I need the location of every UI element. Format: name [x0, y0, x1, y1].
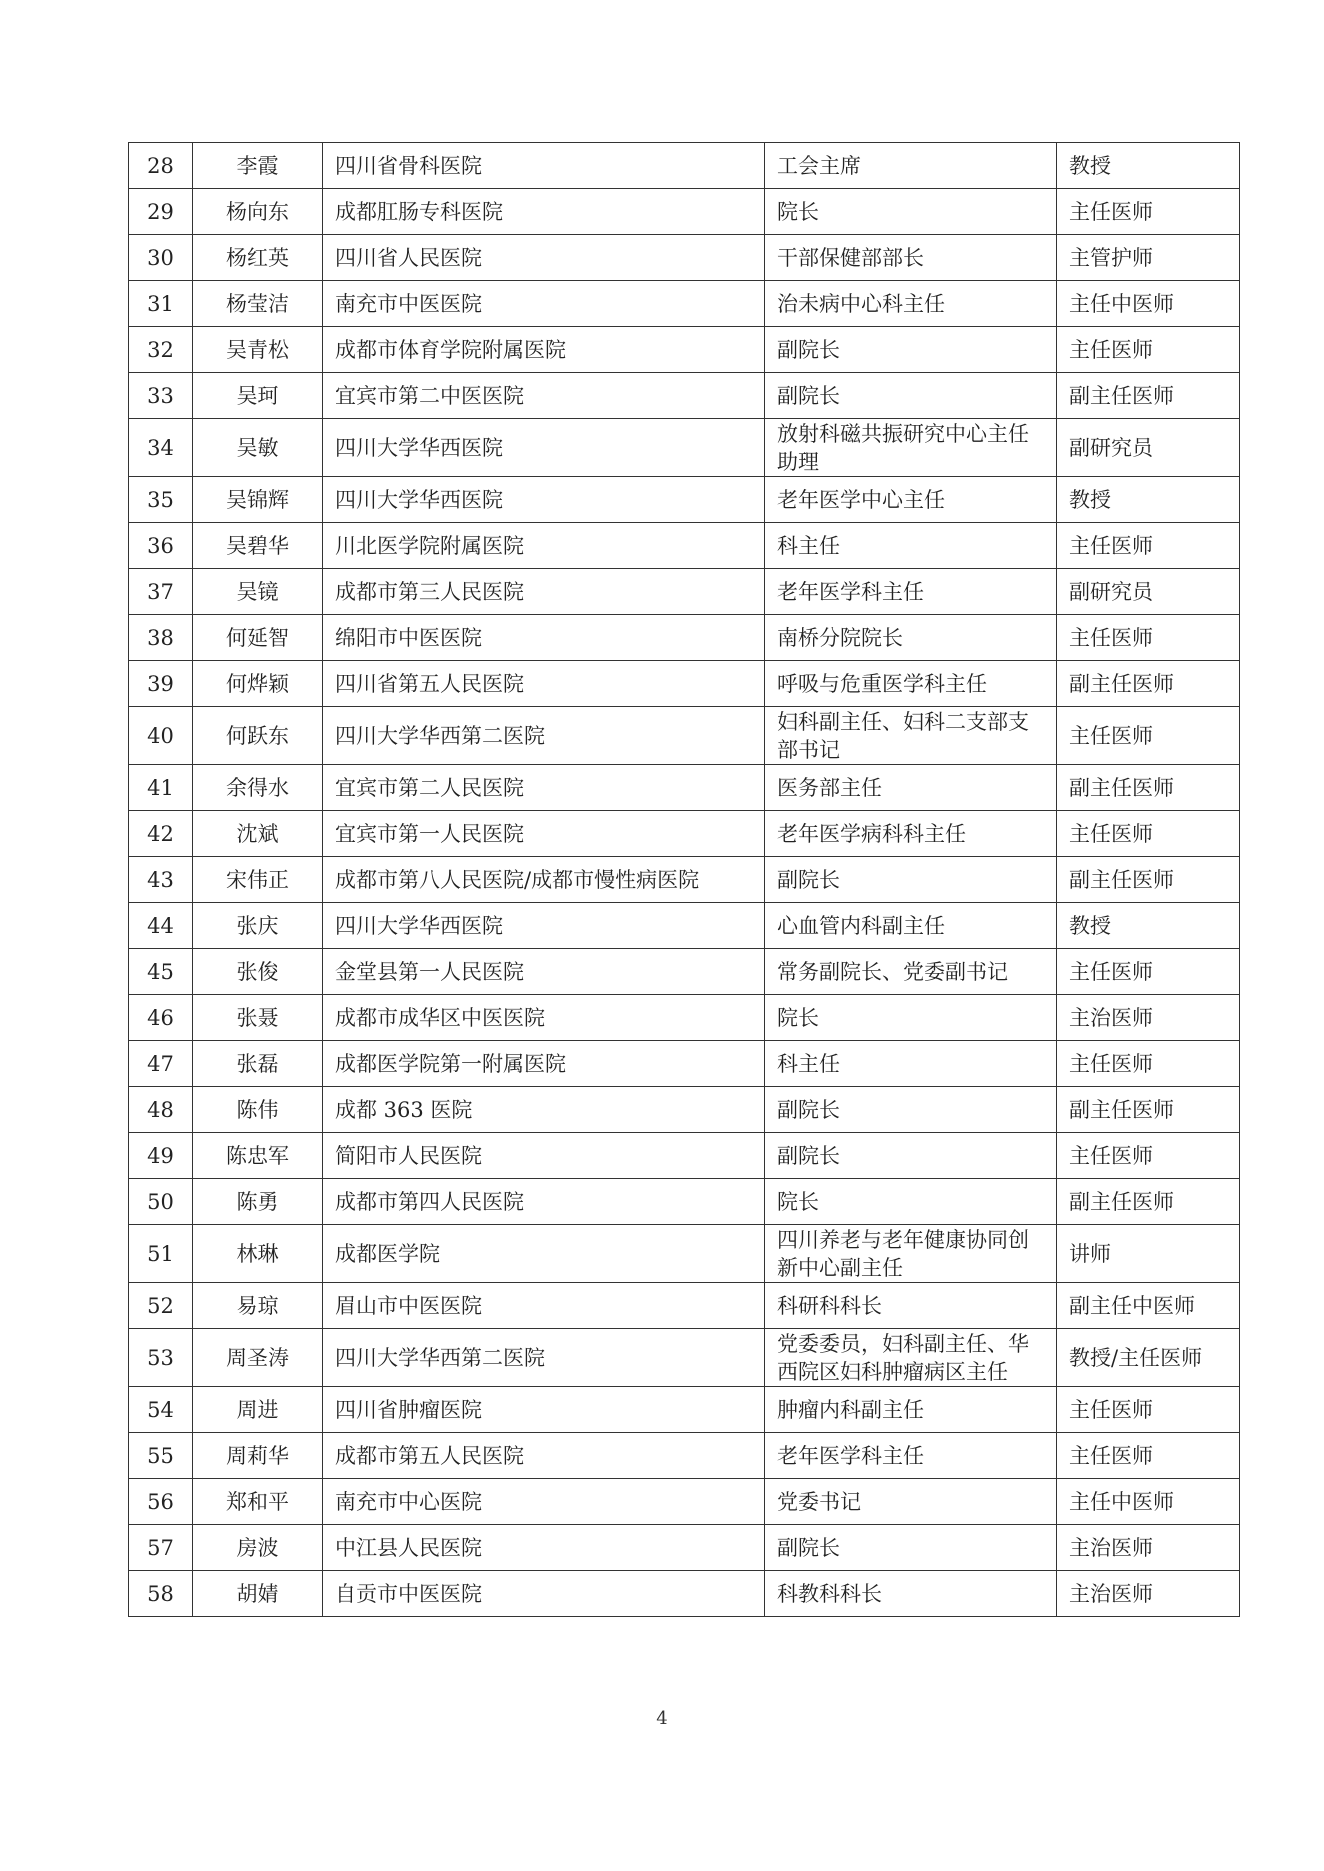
cell-number: 55 — [129, 1433, 193, 1479]
cell-number: 54 — [129, 1387, 193, 1433]
cell-position: 老年医学科主任 — [765, 1433, 1057, 1479]
cell-title: 副主任医师 — [1057, 373, 1240, 419]
cell-number: 28 — [129, 143, 193, 189]
cell-title: 教授 — [1057, 903, 1240, 949]
cell-organization: 成都 363 医院 — [323, 1087, 765, 1133]
cell-title: 副研究员 — [1057, 419, 1240, 477]
cell-name: 宋伟正 — [193, 857, 323, 903]
cell-number: 57 — [129, 1525, 193, 1571]
cell-number: 53 — [129, 1329, 193, 1387]
table-row — [129, 1525, 1240, 1571]
page-number: 4 — [656, 1708, 668, 1729]
table-row — [129, 1571, 1240, 1617]
cell-position: 常务副院长、党委副书记 — [765, 949, 1057, 995]
table-row — [129, 327, 1240, 373]
cell-organization: 中江县人民医院 — [323, 1525, 765, 1571]
cell-name: 林琳 — [193, 1225, 323, 1283]
table-row — [129, 189, 1240, 235]
cell-position: 治未病中心科主任 — [765, 281, 1057, 327]
table-row — [129, 1041, 1240, 1087]
cell-number: 56 — [129, 1479, 193, 1525]
cell-position: 南桥分院院长 — [765, 615, 1057, 661]
cell-name: 余得水 — [193, 765, 323, 811]
cell-name: 易琼 — [193, 1283, 323, 1329]
cell-organization: 四川大学华西第二医院 — [323, 707, 765, 765]
cell-position: 院长 — [765, 995, 1057, 1041]
table-row — [129, 1479, 1240, 1525]
cell-organization: 绵阳市中医医院 — [323, 615, 765, 661]
cell-title: 主治医师 — [1057, 1571, 1240, 1617]
cell-name: 杨红英 — [193, 235, 323, 281]
cell-number: 43 — [129, 857, 193, 903]
cell-position: 副院长 — [765, 1133, 1057, 1179]
cell-title: 主任医师 — [1057, 1387, 1240, 1433]
cell-organization: 成都肛肠专科医院 — [323, 189, 765, 235]
cell-number: 48 — [129, 1087, 193, 1133]
cell-name: 周进 — [193, 1387, 323, 1433]
cell-name: 吴碧华 — [193, 523, 323, 569]
cell-number: 49 — [129, 1133, 193, 1179]
cell-organization: 成都市第五人民医院 — [323, 1433, 765, 1479]
cell-title: 教授/主任医师 — [1057, 1329, 1240, 1387]
table-row — [129, 523, 1240, 569]
cell-organization: 四川大学华西医院 — [323, 903, 765, 949]
cell-name: 陈伟 — [193, 1087, 323, 1133]
cell-name: 房波 — [193, 1525, 323, 1571]
cell-organization: 宜宾市第二人民医院 — [323, 765, 765, 811]
cell-name: 杨莹洁 — [193, 281, 323, 327]
cell-title: 副研究员 — [1057, 569, 1240, 615]
cell-number: 31 — [129, 281, 193, 327]
cell-number: 45 — [129, 949, 193, 995]
cell-position: 呼吸与危重医学科主任 — [765, 661, 1057, 707]
cell-title: 主任医师 — [1057, 1041, 1240, 1087]
cell-name: 沈斌 — [193, 811, 323, 857]
cell-name: 张庆 — [193, 903, 323, 949]
table-row — [129, 1283, 1240, 1329]
cell-title: 主管护师 — [1057, 235, 1240, 281]
member-table-body — [129, 143, 1240, 1617]
table-row — [129, 143, 1240, 189]
cell-title: 主治医师 — [1057, 995, 1240, 1041]
cell-position: 心血管内科副主任 — [765, 903, 1057, 949]
cell-number: 50 — [129, 1179, 193, 1225]
cell-name: 吴珂 — [193, 373, 323, 419]
cell-position: 放射科磁共振研究中心主任助理 — [765, 419, 1057, 477]
cell-number: 47 — [129, 1041, 193, 1087]
cell-position: 科主任 — [765, 1041, 1057, 1087]
member-table — [128, 142, 1240, 1617]
cell-title: 主任医师 — [1057, 1133, 1240, 1179]
cell-name: 陈勇 — [193, 1179, 323, 1225]
cell-position: 科主任 — [765, 523, 1057, 569]
cell-organization: 四川省骨科医院 — [323, 143, 765, 189]
cell-number: 33 — [129, 373, 193, 419]
cell-title: 主任医师 — [1057, 327, 1240, 373]
cell-name: 周圣涛 — [193, 1329, 323, 1387]
cell-title: 副主任医师 — [1057, 857, 1240, 903]
cell-name: 何烨颖 — [193, 661, 323, 707]
cell-name: 吴青松 — [193, 327, 323, 373]
cell-position: 四川养老与老年健康协同创新中心副主任 — [765, 1225, 1057, 1283]
cell-number: 52 — [129, 1283, 193, 1329]
cell-number: 36 — [129, 523, 193, 569]
cell-title: 主任医师 — [1057, 707, 1240, 765]
cell-organization: 川北医学院附属医院 — [323, 523, 765, 569]
cell-number: 51 — [129, 1225, 193, 1283]
cell-title: 副主任医师 — [1057, 1087, 1240, 1133]
cell-number: 41 — [129, 765, 193, 811]
cell-name: 张俊 — [193, 949, 323, 995]
cell-title: 主任医师 — [1057, 189, 1240, 235]
cell-position: 老年医学科主任 — [765, 569, 1057, 615]
cell-organization: 成都市成华区中医医院 — [323, 995, 765, 1041]
cell-title: 主治医师 — [1057, 1525, 1240, 1571]
cell-name: 吴锦辉 — [193, 477, 323, 523]
table-row — [129, 1087, 1240, 1133]
cell-number: 42 — [129, 811, 193, 857]
cell-organization: 成都市体育学院附属医院 — [323, 327, 765, 373]
cell-number: 30 — [129, 235, 193, 281]
cell-position: 党委委员，妇科副主任、华西院区妇科肿瘤病区主任 — [765, 1329, 1057, 1387]
cell-name: 吴镜 — [193, 569, 323, 615]
cell-name: 何延智 — [193, 615, 323, 661]
table-row — [129, 1225, 1240, 1283]
cell-organization: 金堂县第一人民医院 — [323, 949, 765, 995]
table-row — [129, 1133, 1240, 1179]
cell-organization: 四川省人民医院 — [323, 235, 765, 281]
cell-organization: 成都市第四人民医院 — [323, 1179, 765, 1225]
cell-number: 40 — [129, 707, 193, 765]
cell-organization: 四川大学华西医院 — [323, 419, 765, 477]
cell-title: 主任医师 — [1057, 811, 1240, 857]
cell-title: 教授 — [1057, 143, 1240, 189]
cell-organization: 成都医学院 — [323, 1225, 765, 1283]
cell-title: 主任医师 — [1057, 523, 1240, 569]
cell-name: 张聂 — [193, 995, 323, 1041]
table-row — [129, 857, 1240, 903]
table-row — [129, 281, 1240, 327]
table-row — [129, 707, 1240, 765]
cell-position: 老年医学病科科主任 — [765, 811, 1057, 857]
cell-number: 38 — [129, 615, 193, 661]
cell-number: 29 — [129, 189, 193, 235]
cell-title: 副主任中医师 — [1057, 1283, 1240, 1329]
table-row — [129, 995, 1240, 1041]
cell-organization: 宜宾市第二中医医院 — [323, 373, 765, 419]
cell-organization: 成都市第八人民医院/成都市慢性病医院 — [323, 857, 765, 903]
cell-organization: 眉山市中医医院 — [323, 1283, 765, 1329]
cell-title: 主任中医师 — [1057, 281, 1240, 327]
table-row — [129, 1387, 1240, 1433]
cell-number: 35 — [129, 477, 193, 523]
cell-organization: 自贡市中医医院 — [323, 1571, 765, 1617]
table-row — [129, 569, 1240, 615]
cell-organization: 四川省肿瘤医院 — [323, 1387, 765, 1433]
cell-organization: 四川大学华西医院 — [323, 477, 765, 523]
cell-organization: 四川省第五人民医院 — [323, 661, 765, 707]
cell-number: 34 — [129, 419, 193, 477]
cell-title: 主任中医师 — [1057, 1479, 1240, 1525]
cell-organization: 南充市中医医院 — [323, 281, 765, 327]
cell-number: 58 — [129, 1571, 193, 1617]
cell-name: 周莉华 — [193, 1433, 323, 1479]
cell-number: 39 — [129, 661, 193, 707]
cell-title: 主任医师 — [1057, 615, 1240, 661]
cell-title: 主任医师 — [1057, 949, 1240, 995]
cell-organization: 四川大学华西第二医院 — [323, 1329, 765, 1387]
cell-title: 副主任医师 — [1057, 765, 1240, 811]
table-row — [129, 1179, 1240, 1225]
cell-name: 李霞 — [193, 143, 323, 189]
cell-name: 吴敏 — [193, 419, 323, 477]
table-row — [129, 903, 1240, 949]
table-row — [129, 615, 1240, 661]
cell-number: 37 — [129, 569, 193, 615]
cell-organization: 成都医学院第一附属医院 — [323, 1041, 765, 1087]
cell-name: 何跃东 — [193, 707, 323, 765]
cell-position: 院长 — [765, 189, 1057, 235]
cell-position: 副院长 — [765, 327, 1057, 373]
cell-position: 妇科副主任、妇科二支部支部书记 — [765, 707, 1057, 765]
cell-name: 杨向东 — [193, 189, 323, 235]
table-row — [129, 235, 1240, 281]
cell-number: 44 — [129, 903, 193, 949]
table-row — [129, 765, 1240, 811]
cell-name: 陈忠军 — [193, 1133, 323, 1179]
cell-position: 老年医学中心主任 — [765, 477, 1057, 523]
cell-position: 副院长 — [765, 1087, 1057, 1133]
table-row — [129, 811, 1240, 857]
table-row — [129, 949, 1240, 995]
cell-organization: 南充市中心医院 — [323, 1479, 765, 1525]
table-row — [129, 661, 1240, 707]
cell-position: 肿瘤内科副主任 — [765, 1387, 1057, 1433]
table-row — [129, 1433, 1240, 1479]
cell-title: 教授 — [1057, 477, 1240, 523]
cell-position: 科教科科长 — [765, 1571, 1057, 1617]
cell-position: 院长 — [765, 1179, 1057, 1225]
cell-title: 副主任医师 — [1057, 1179, 1240, 1225]
cell-position: 副院长 — [765, 857, 1057, 903]
cell-position: 副院长 — [765, 1525, 1057, 1571]
cell-name: 郑和平 — [193, 1479, 323, 1525]
cell-position: 医务部主任 — [765, 765, 1057, 811]
cell-position: 副院长 — [765, 373, 1057, 419]
cell-title: 主任医师 — [1057, 1433, 1240, 1479]
cell-position: 工会主席 — [765, 143, 1057, 189]
cell-organization: 简阳市人民医院 — [323, 1133, 765, 1179]
cell-organization: 宜宾市第一人民医院 — [323, 811, 765, 857]
cell-position: 科研科科长 — [765, 1283, 1057, 1329]
cell-name: 胡婧 — [193, 1571, 323, 1617]
cell-organization: 成都市第三人民医院 — [323, 569, 765, 615]
cell-position: 党委书记 — [765, 1479, 1057, 1525]
cell-name: 张磊 — [193, 1041, 323, 1087]
cell-position: 干部保健部部长 — [765, 235, 1057, 281]
table-row — [129, 373, 1240, 419]
cell-title: 讲师 — [1057, 1225, 1240, 1283]
cell-title: 副主任医师 — [1057, 661, 1240, 707]
cell-number: 46 — [129, 995, 193, 1041]
cell-number: 32 — [129, 327, 193, 373]
table-row — [129, 419, 1240, 477]
table-row — [129, 1329, 1240, 1387]
table-row — [129, 477, 1240, 523]
